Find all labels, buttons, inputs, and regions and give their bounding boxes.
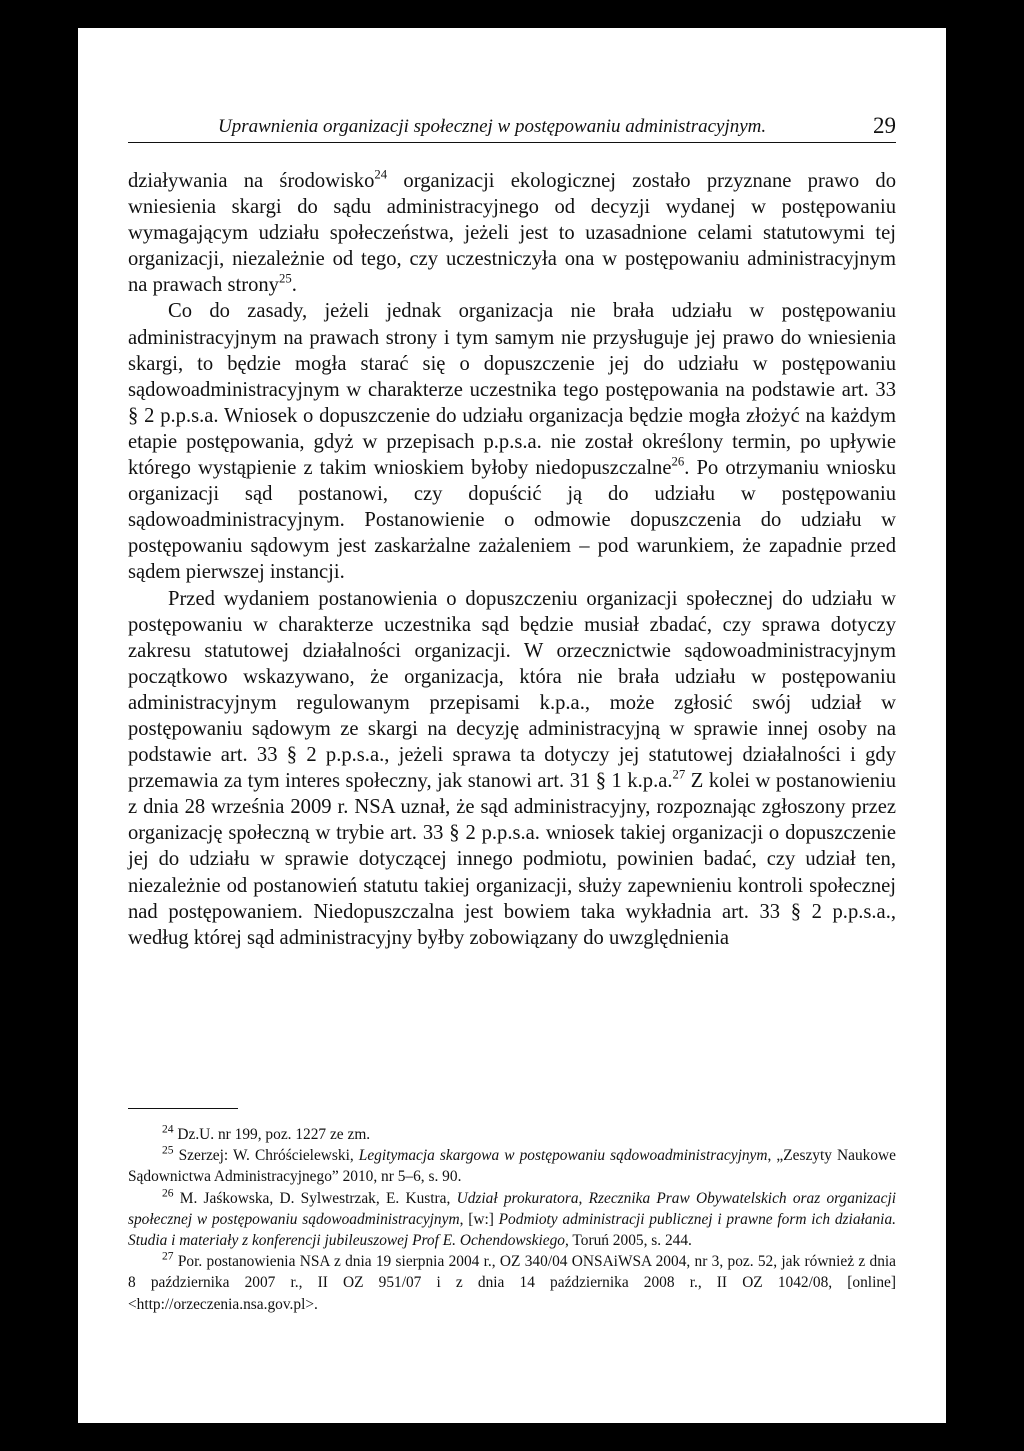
footnote-26 bbox=[128, 1188, 896, 1252]
footnote-number: 25 bbox=[162, 1144, 174, 1157]
footnote-ref-27: 27 bbox=[672, 767, 686, 782]
paragraph-3 bbox=[128, 586, 896, 951]
footnote-text: , [w:] bbox=[459, 1210, 499, 1228]
footnote-ref-25: 25 bbox=[278, 272, 292, 287]
footnote-ref-24: 24 bbox=[374, 167, 388, 182]
text-run: Przed wydaniem postanowienia o dopuszczeniu organizacji społecznej do udziału w postępowaniu w charakterze uczestnika sąd będzie musiał zbadać, czy sprawa dotyczy zakresu statutowej działalności organizacji. W orzecznictwie sądowoadministracyjnym początkowo wskazywano, że organizacja, która nie brała udziału w postępowaniu administracyjnym regulowanym przepisami k.p.a., może zgłosić swój udział w postępowaniu sądowym ze skargi na decyzję administracyjną w sprawie innej osoby na podstawie art. 33 § 2 p.p.s.a., jeżeli sprawa ta dotyczy jej statutowej działalności i gdy przemawia za tym interes społeczny, jak stanowi art. 31 § 1 k.p.a. bbox=[128, 587, 896, 793]
footnote-number: 27 bbox=[162, 1250, 174, 1263]
footnote-text: M. Jaśkowska, D. Sylwestrzak, E. Kustra, bbox=[173, 1189, 457, 1207]
page-header bbox=[128, 112, 896, 143]
page-number: 29 bbox=[873, 113, 896, 138]
footnote-text: Dz.U. nr 199, poz. 1227 ze zm. bbox=[173, 1126, 371, 1143]
footnote-ref-26: 26 bbox=[671, 454, 685, 469]
footnote-number: 26 bbox=[162, 1187, 174, 1200]
footnote-25 bbox=[128, 1145, 896, 1187]
footnote-text: , Toruń 2005, s. 244. bbox=[565, 1232, 692, 1250]
footnote-title: Podmioty administracji publicznej i prawne form ich działania. Studia i materiały z konferencji jubileuszowej Prof E. Ochendowskiego bbox=[128, 1210, 896, 1250]
paragraph-1 bbox=[128, 168, 896, 298]
footnote-title: Legitymacja skargowa w postępowaniu sądowoadministracyjnym bbox=[358, 1147, 768, 1165]
footnote-27 bbox=[128, 1251, 896, 1315]
paragraph-2 bbox=[128, 298, 896, 585]
text-run: . Po otrzymaniu wniosku organizacji sąd postanowi, czy dopuścić ją do udziału w postępowaniu sądowoadministracyjnym. Postanowienie o odmowie dopuszczenia do udziału w postępowaniu sądowym jest zaskarżalne zażaleniem – pod warunkiem, że zapadnie przed sądem pierwszej instancji. bbox=[128, 457, 896, 584]
footnote-title: Udział prokuratora, Rzecznika Praw Obywatelskich oraz organizacji społecznej w postępowaniu sądowoadministracyjnym bbox=[128, 1189, 896, 1228]
text-run: Z kolei w postanowieniu z dnia 28 września 2009 r. NSA uznał, że sąd administracyjny, rozpoznając zgłoszony przez organizację społeczną w trybie art. 33 § 2 p.p.s.a. wniosek takiej organizacji o dopuszczenie jej do udziału w sprawie dotyczącej innego podmiotu, powinien badać, czy udział ten, niezależnie od postanowień statutu takiej organizacji, służy zapewnieniu kontroli społecznej nad postępowaniem. Niedopuszczalna jest bowiem taka wykładnia art. 33 § 2 p.p.s.a., według której sąd administracyjny byłby zobowiązany do uwzględnienia bbox=[128, 770, 896, 949]
text-run: organizacji ekologicznej zostało przyznane prawo do wniesienia skargi do sądu administracyjnego od decyzji wydanej w postępowaniu wymagającym udziału społeczeństwa, jeżeli jest to uzasadnione celami statutowymi tej organizacji, niezależnie od tego, czy uczestniczyła ona w postępowaniu administracyjnym na prawach strony bbox=[128, 170, 896, 297]
footnote-24 bbox=[128, 1124, 896, 1145]
text-run: działywania na środowisko bbox=[128, 170, 375, 192]
footnote-text: Por. postanowienia NSA z dnia 19 sierpnia 2004 r., OZ 340/04 ONSAiWSA 2004, nr 3, poz. 52, jak również z dnia 8 października 2007 r., II OZ 951/07 i z dnia 14 października 2008 r., II OZ 1042/08, [online] <http://orzeczenia.nsa.gov.pl>. bbox=[128, 1253, 896, 1313]
text-run: . bbox=[291, 274, 297, 297]
footnote-separator bbox=[128, 1108, 238, 1109]
footnotes bbox=[128, 1124, 896, 1315]
footnote-text: Szerzej: W. Chróścielewski, bbox=[173, 1147, 359, 1165]
main-text bbox=[128, 168, 896, 951]
footnote-number: 24 bbox=[162, 1123, 174, 1136]
footnote-text: , „Zeszyty Naukowe Sądownictwa Administracyjnego” 2010, nr 5–6, s. 90. bbox=[128, 1147, 897, 1186]
text-run: Co do zasady, jeżeli jednak organizacja nie brała udziału w postępowaniu administracyjnym na prawach strony i tym samym nie przysługuje jej prawo do wniesienia skargi, to będzie mogła starać się o dopuszczenie jej do udziału w postępowaniu sądowoadministracyjnym w charakterze uczestnika tego postępowania na podstawie art. 33 § 2 p.p.s.a. Wniosek o dopuszczenie do udziału organizacja będzie mogła złożyć na każdym etapie postępowania, gdyż w przepisach p.p.s.a. nie został określony termin, po upływie którego wystąpienie z takim wnioskiem byłoby niedopuszczalne bbox=[128, 300, 896, 480]
running-title: Uprawnienia organizacji społecznej w postępowaniu administracyjnym. bbox=[218, 116, 767, 137]
